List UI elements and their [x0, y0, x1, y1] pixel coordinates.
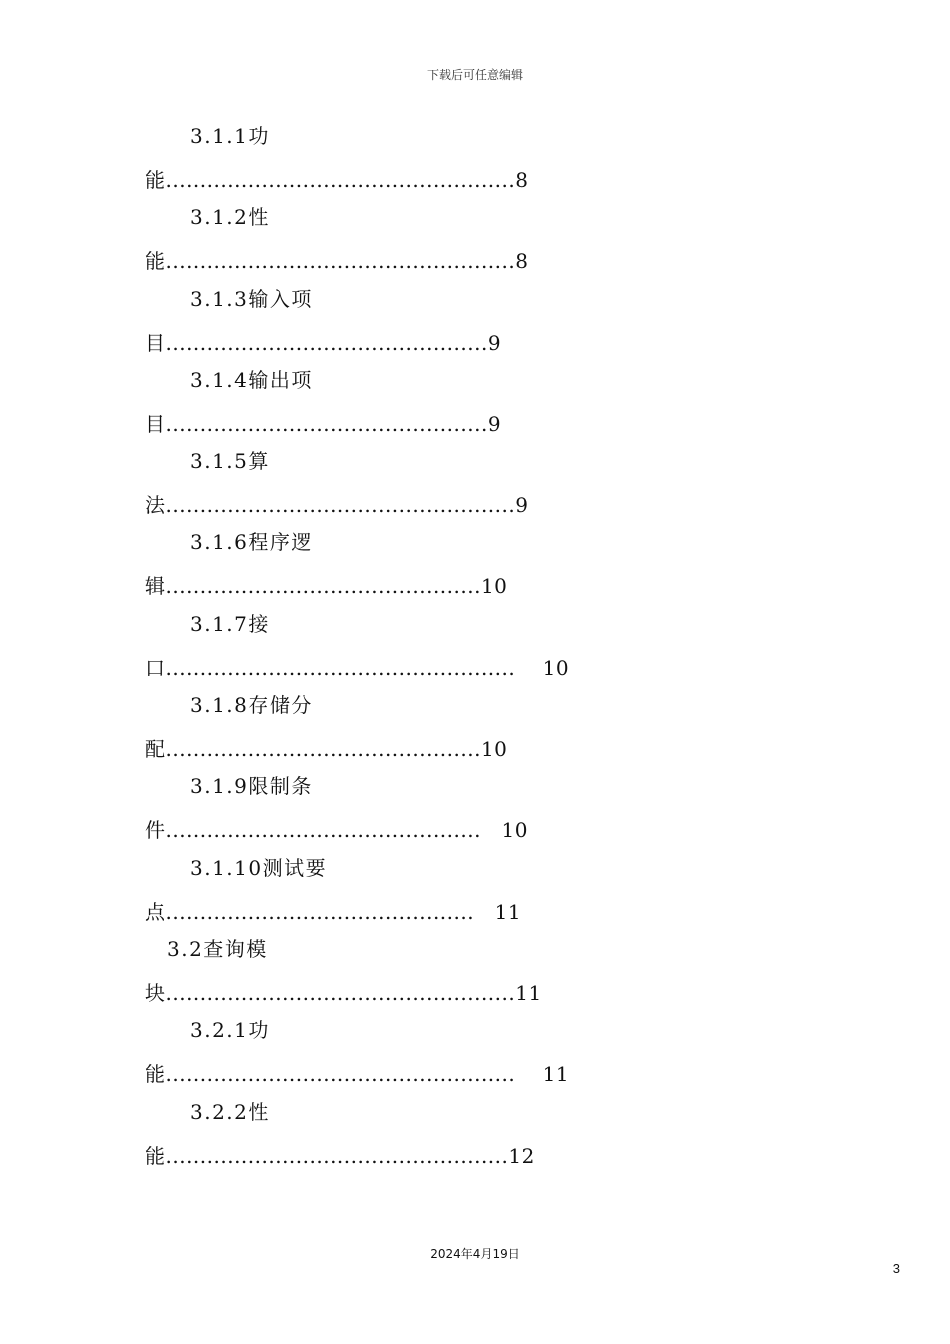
toc-heading[interactable]: 3.1.8存储分	[190, 693, 313, 718]
toc-entry[interactable]	[145, 766, 825, 847]
toc-dot-leader: ...................................................	[165, 655, 516, 680]
toc-page-number: 10	[480, 574, 508, 599]
toc-dot-leader: ...............................................	[165, 330, 488, 355]
toc-dot-leader: ...............................................	[165, 411, 488, 436]
toc-leader-line	[145, 1140, 535, 1169]
footer-date: 2024年4月19日	[430, 1247, 520, 1261]
toc-heading[interactable]: 3.2.2性	[190, 1099, 270, 1124]
toc-heading[interactable]: 3.1.4输出项	[190, 367, 313, 392]
toc-heading[interactable]: 3.1.5算	[190, 449, 270, 474]
toc-leader-line	[145, 814, 528, 843]
toc-page-number: 8	[515, 249, 529, 274]
toc-leader-line	[145, 164, 528, 193]
toc-heading-tail: 辑	[145, 574, 166, 599]
toc-heading[interactable]: 3.1.3输入项	[190, 286, 313, 311]
toc-heading-tail: 法	[145, 493, 166, 518]
toc-heading[interactable]: 3.1.10测试要	[190, 855, 328, 880]
page-number: 3	[892, 1261, 900, 1276]
toc-page-number: 12	[508, 1143, 535, 1168]
toc-heading-tail: 口	[145, 655, 166, 680]
toc-heading-tail: 能	[145, 249, 166, 274]
toc-entry[interactable]	[145, 848, 825, 929]
toc-heading[interactable]: 3.1.1功	[190, 124, 270, 148]
toc-leader-line	[145, 245, 528, 274]
toc-leader-line	[145, 408, 501, 437]
toc-leader-line	[145, 489, 528, 518]
toc-leader-line	[145, 1058, 569, 1087]
toc-heading-tail: 件	[145, 818, 166, 843]
toc-entry[interactable]	[145, 279, 825, 360]
toc-heading-tail: 目	[145, 330, 166, 355]
toc-dot-leader: ..............................................	[165, 574, 481, 599]
toc-page-number: 11	[494, 899, 522, 924]
toc-heading-tail: 能	[145, 168, 166, 192]
toc-entry[interactable]	[145, 604, 825, 685]
toc-page-number: 10	[480, 737, 508, 762]
toc-dot-leader: ..............................................	[165, 818, 481, 843]
toc-heading[interactable]: 3.1.9限制条	[190, 774, 313, 799]
toc-leader-line	[145, 570, 507, 599]
toc-dot-leader: ...................................................	[165, 980, 516, 1005]
toc-entry[interactable]	[145, 1092, 825, 1173]
toc-page-number: 10	[542, 655, 570, 680]
toc-heading-tail: 目	[145, 411, 166, 436]
toc-entry[interactable]	[145, 360, 825, 441]
toc-page-number: 9	[487, 330, 502, 355]
page-header: 下载后可任意编辑	[426, 68, 523, 82]
toc-dot-leader: ...................................................	[165, 1062, 516, 1087]
toc-entry[interactable]	[145, 929, 825, 1010]
toc-entry[interactable]	[145, 197, 825, 278]
toc-heading-tail: 能	[145, 1062, 166, 1087]
toc-gap	[474, 900, 495, 924]
toc-leader-line	[145, 977, 542, 1006]
toc-heading-tail: 点	[145, 899, 166, 924]
toc-page-number: 11	[515, 980, 542, 1005]
toc-page-number: 9	[487, 411, 502, 436]
toc-heading-tail: 配	[145, 737, 166, 762]
toc-dot-leader: ...................................................	[165, 493, 516, 518]
toc-heading[interactable]: 3.1.6程序逻	[190, 530, 313, 555]
toc-entry[interactable]	[145, 1010, 825, 1091]
toc-gap	[515, 1062, 542, 1086]
toc-entry[interactable]	[145, 441, 825, 522]
toc-heading[interactable]: 3.2.1功	[190, 1018, 270, 1043]
toc-dot-leader: .............................................	[165, 899, 475, 924]
table-of-contents	[145, 116, 825, 1173]
toc-page-number: 10	[501, 818, 528, 843]
toc-heading[interactable]: 3.1.7接	[190, 611, 270, 636]
toc-leader-line	[145, 652, 569, 681]
toc-entry[interactable]	[145, 685, 825, 766]
toc-page-number: 8	[515, 168, 529, 192]
toc-entry[interactable]	[145, 522, 825, 603]
toc-dot-leader: ..............................................	[165, 737, 481, 762]
toc-gap	[481, 818, 502, 842]
toc-heading[interactable]: 3.1.2性	[190, 205, 270, 230]
toc-entry[interactable]	[145, 116, 825, 197]
toc-leader-line	[145, 896, 521, 925]
toc-leader-line	[145, 733, 507, 762]
toc-dot-leader: ...................................................	[165, 168, 516, 192]
toc-heading-tail: 能	[145, 1143, 166, 1168]
toc-page-number: 9	[515, 493, 529, 518]
toc-page-number: 11	[542, 1062, 570, 1087]
toc-heading[interactable]: 3.2查询模	[167, 936, 268, 961]
toc-dot-leader: ..................................................	[165, 1143, 509, 1168]
toc-leader-line	[145, 327, 501, 356]
toc-heading-tail: 块	[145, 980, 166, 1005]
toc-gap	[515, 656, 542, 680]
toc-dot-leader: ...................................................	[165, 249, 516, 274]
